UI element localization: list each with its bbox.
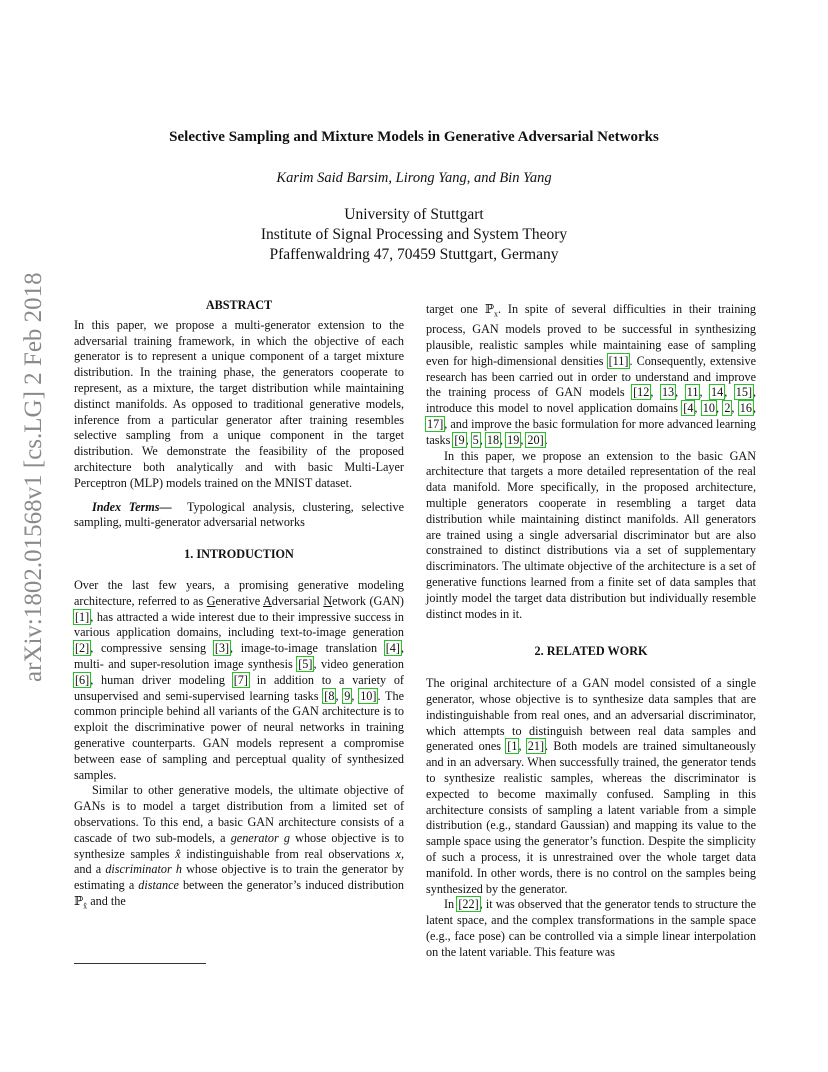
related-paragraph-2: In [22], it was observed that the generator tends to structure the latent space, and the complex transformations in the sample space (e.g., face pose) can be controlled via a simple linear interpolation on the latent variable. This feature was — [426, 897, 756, 959]
citation-link[interactable]: [1 — [507, 739, 518, 754]
citation-link[interactable]: 21] — [527, 739, 545, 754]
citation-link[interactable]: [5] — [298, 656, 313, 671]
citation-link[interactable]: 17] — [427, 417, 444, 432]
abstract-text: In this paper, we propose a multi-generator extension to the adversarial training framework, in which the objective of each generator is to represent a unique component of a target mixture distribution. In the training phase, the generators cooperate to represent, as a mixture, the target distribution while maintaining distinct manifolds. As opposed to traditional generative models, inference from a particular generator after training resembles selective sampling from a unique component in the target distribution. We demonstrate the feasibility of the proposed architecture both analytically and with basic Multi-Layer Perceptron (MLP) models trained on the MNIST dataset. — [74, 317, 404, 490]
index-terms-text: Typological analysis, clustering, selective sampling, multi-generator adversarial networks — [74, 499, 404, 530]
citation-link[interactable]: 16 — [739, 401, 752, 416]
related-paragraph-1: The original architecture of a GAN model consisted of a single generator, whose objective is to synthesize data samples that are indistinguishable from real ones, and an adversarial discriminator, which attempts to distinguish between real data samples and generated ones [1, 21]. Both models are trained simultaneously and in an adversary. When successfully trained, the generator tends to synthesize realistic samples, whereas the discriminator is expected to become maximally confused. Sampling in this architecture consists of sampling a latent variable from a simple distribution (e.g., standard Gaussian) and mapping its value to the sample space using the generator’s function. Despite the simplicity of such a process, it is unrestrained over the whole target data manifold. In other words, there is no control on the samples being synthesized by the generator. — [426, 676, 756, 896]
citation-link[interactable]: 20] — [527, 432, 544, 447]
citation-link[interactable]: [2] — [75, 641, 90, 656]
citation-link[interactable]: 9 — [344, 688, 351, 703]
paper-authors: Karim Said Barsim, Lirong Yang, and Bin Yang — [276, 170, 552, 186]
citation-link[interactable]: [11] — [608, 353, 629, 368]
citation-link[interactable]: [3] — [214, 641, 230, 656]
citation-link[interactable]: 5 — [472, 432, 479, 447]
citation-link[interactable]: 14 — [711, 385, 724, 400]
citation-link[interactable]: [8 — [324, 688, 335, 703]
intro-paragraph-3: In this paper, we propose an extension to the basic GAN architecture that targets a more detailed representation of the real data manifold. More specifically, in the proposed architecture, multiple generators cooperate in resembling a target data distribution while maintaining distinct manifolds. All generators are trained using a single adversarial discriminator but are also constrained to distinct distributions via a set of supplementary discriminators. The ultimate objective of the architecture is a set of generative functions learned from a finite set of data samples that jointly model the target data distribution but individually resemble distinct modes in it. — [426, 448, 756, 621]
left-column — [74, 298, 404, 914]
citation-link[interactable]: [4 — [683, 401, 694, 416]
footnote-rule — [74, 963, 206, 964]
citation-link[interactable]: 2 — [724, 401, 731, 416]
citation-link[interactable]: 15] — [735, 385, 752, 400]
intro-paragraph-1: Over the last few years, a promising generative modeling architecture, referred to as Generative Adversarial Network (GAN) [1], has attracted a wide interest due to their impressive success in various application domains, including text-to-image generation [2], compressive sensing [3], image-to-image translation [4], multi- and super-resolution image synthesis [5], video generation [6], human driver modeling [7] in addition to a variety of unsupervised and semi-supervised learning tasks [8, 9, 10]. The common principle behind all variants of the GAN architecture is to exploit the discriminative power of neural networks in training generative counterparts. GAN models represent a compromise between ease of sampling and perceptual quality of synthesized samples. — [74, 577, 405, 782]
citation-link[interactable]: 18 — [486, 432, 500, 447]
citation-link[interactable]: [6] — [75, 672, 90, 687]
intro-paragraph-2-cont: target one ℙ$_x$. In spite of several difficulties in their training process, GAN models proved to be successful in synthesizing plausible, realistic samples while maintaining ease of sampling even for high-dimensional densities [11]. Consequently, extensive research has been carried out in order to understand and improve the training process of GAN models [12, 13, 11, 14, 15], introduce this model to novel application domains [4, 10, 2, 16, 17], and improve the basic formulation for more advanced learning tasks [9, 5, 18, 19, 20]. — [426, 302, 757, 447]
affiliation-line: Institute of Signal Processing and System Theory — [260, 226, 568, 243]
index-terms — [74, 500, 404, 532]
paper-affiliation — [0, 205, 828, 265]
citation-link[interactable]: 11 — [686, 385, 699, 400]
citation-link[interactable]: [4] — [385, 641, 400, 656]
abstract-heading: ABSTRACT — [205, 298, 273, 312]
citation-link[interactable]: 19 — [507, 432, 520, 447]
citation-link[interactable]: [7] — [233, 672, 248, 687]
index-terms-label: Index Terms— — [92, 499, 172, 514]
related-work-heading: 2. RELATED WORK — [534, 644, 648, 659]
citation-link[interactable]: 10] — [360, 688, 377, 703]
citation-link[interactable]: [22] — [458, 897, 479, 912]
citation-link[interactable]: [12 — [633, 385, 650, 400]
citation-link[interactable]: [1] — [75, 609, 90, 624]
affiliation-line: Pfaffenwaldring 47, 70459 Stuttgart, Germany — [269, 246, 559, 263]
intro-paragraph-2: Similar to other generative models, the ultimate objective of GANs is to model a target distribution from a limited set of observations. To this end, a basic GAN architecture consists of a cascade of two sub-models, a generator g whose objective is to synthesize samples x̂ indistinguishable from real observations x, and a discriminator h whose objective is to train the generator by estimating a distance between the generator’s induced distribution ℙ$_{x̂}$ and the — [74, 783, 405, 911]
citation-link[interactable]: 13 — [661, 385, 675, 400]
citation-link[interactable]: [9 — [454, 432, 465, 447]
arxiv-stamp: arXiv:1802.01568v1 [cs.LG] 2 Feb 2018 — [20, 272, 47, 682]
paper-title: Selective Sampling and Mixture Models in Generative Adversarial Networks — [169, 129, 659, 145]
intro-heading: 1. INTRODUCTION — [184, 547, 294, 562]
right-column — [426, 302, 756, 961]
affiliation-line: University of Stuttgart — [344, 206, 484, 223]
citation-link[interactable]: 10 — [702, 401, 715, 416]
